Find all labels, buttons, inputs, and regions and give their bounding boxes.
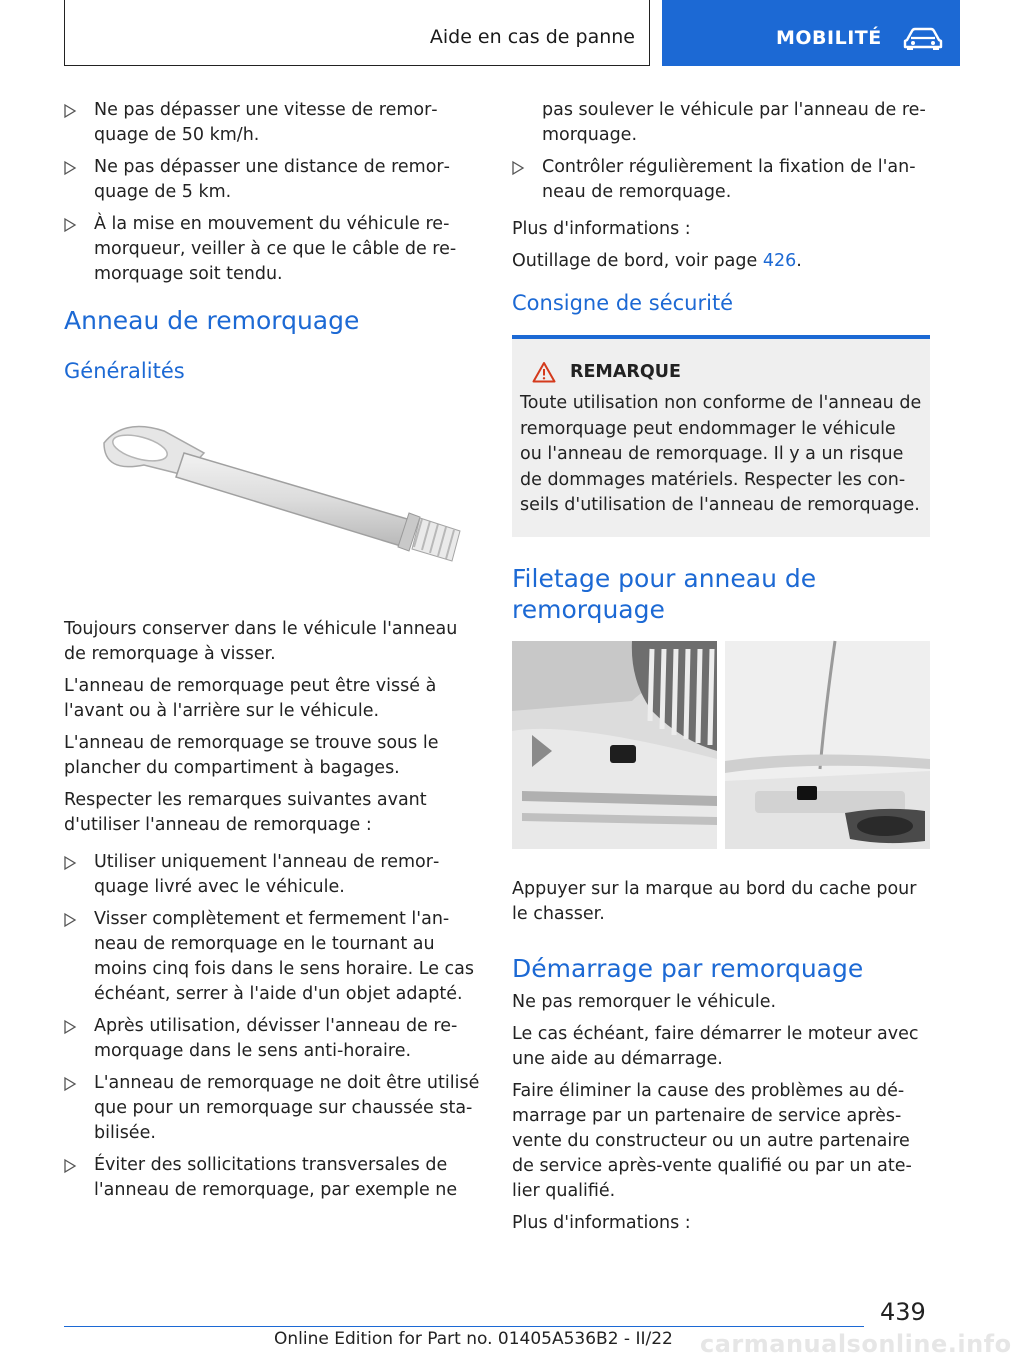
header-section-box [64, 0, 650, 66]
list-item: Utiliser uniquement l'anneau de remorquage livré avec le véhicule. [64, 850, 484, 900]
thread-paragraph: Appuyer sur la marque au bord du cache pour le chasser. [512, 878, 917, 924]
right-column [512, 98, 930, 1243]
bullet-arrow-icon [64, 856, 76, 870]
warning-triangle-icon [532, 361, 556, 383]
section-heading: Anneau de remorquage [64, 306, 360, 335]
paragraph: Faire éliminer la cause des problèmes au démarrage par un partenaire de service après-vente du constructeur ou un autre partenaire de service après-vente qualifié ou par un atelier qualifié. [512, 1080, 912, 1201]
left-column [64, 98, 484, 1210]
subsection-heading: Généralités [64, 359, 185, 383]
tow-eye-illustration [64, 413, 484, 583]
bullet-arrow-icon [64, 104, 76, 118]
bullet-list-continued [512, 98, 930, 205]
car-front-images [512, 641, 930, 849]
list-item: Ne pas dépasser une vitesse de remorquage de 50 km/h. [64, 98, 484, 148]
cross-reference: Outillage de bord, voir page 426. [512, 251, 802, 271]
list-item: L'anneau de remorquage ne doit être utilisé que pour un remorquage sur chaussée stabilisée. [64, 1071, 484, 1146]
list-item: Après utilisation, dévisser l'anneau de remorquage dans le sens anti-horaire. [64, 1014, 484, 1064]
footer-rule [64, 1326, 864, 1327]
paragraph: L'anneau de remorquage se trouve sous le plancher du compartiment à bagages. [64, 733, 439, 778]
car-icon [902, 27, 944, 51]
bullet-arrow-icon [64, 913, 76, 927]
list-item: Ne pas dépasser une distance de remorquage de 5 km. [64, 155, 484, 205]
thread-heading: Filetage pour anneau de remorquage [512, 563, 817, 624]
header-section-title: Aide en cas de panne [429, 26, 635, 48]
paragraph: Toujours conserver dans le véhicule l'anneau de remorquage à visser. [64, 619, 458, 664]
header-chapter-title: MOBILITÉ [776, 27, 882, 49]
more-info-label: Plus d'informations : [512, 219, 691, 239]
paragraph: L'anneau de remorquage peut être vissé à l'avant ou à l'arrière sur le véhicule. [64, 676, 437, 721]
bullet-arrow-icon [64, 1159, 76, 1173]
footer-edition: Online Edition for Part no. 01405A536B2 - II/22 [274, 1329, 673, 1349]
list-item: Éviter des sollicitations transversales de l'anneau de remorquage, par exemple ne [64, 1153, 484, 1203]
safety-heading: Consigne de sécurité [512, 291, 734, 315]
list-item: pas soulever le véhicule par l'anneau de remorquage. [542, 100, 926, 145]
header-chapter-box [662, 0, 960, 66]
page-link[interactable]: 426 [762, 251, 797, 271]
paragraph: Le cas échéant, faire démarrer le moteur avec une aide au démarrage. [512, 1023, 919, 1069]
bullet-list-remarks [64, 850, 484, 1203]
bullet-list-top [64, 98, 484, 287]
notice-title: REMARQUE [570, 362, 681, 382]
list-item: Contrôler régulièrement la fixation de l'anneau de remorquage. [512, 155, 930, 205]
list-item: À la mise en mouvement du véhicule remorqueur, veiller à ce que le câble de remorquage soit tendu. [64, 212, 484, 287]
paragraph: Ne pas remorquer le véhicule. [512, 991, 777, 1012]
list-item: Visser complètement et fermement l'anneau de remorquage en le tournant au moins cinq fois dans le sens horaire. Le cas échéant, serrer à l'aide d'un objet adapté. [64, 907, 484, 1007]
bullet-arrow-icon [512, 161, 524, 175]
front-bumper-photo [512, 641, 717, 849]
bullet-arrow-icon [64, 161, 76, 175]
bullet-arrow-icon [64, 1077, 76, 1091]
start-heading: Démarrage par remorquage [512, 953, 864, 983]
bullet-arrow-icon [64, 218, 76, 232]
rear-bumper-photo [725, 641, 930, 849]
notice-text: Toute utilisation non conforme de l'anneau de remorquage peut endommager le véhicule ou l'anneau de remorquage. Il y a un risque de dommages matériels. Respecter les conseils d'utilisation de l'anneau de remorquage. [520, 393, 922, 515]
tow-eye-image [64, 413, 484, 583]
paragraph: Respecter les remarques suivantes avant d'utiliser l'anneau de remorquage : [64, 790, 427, 835]
bullet-arrow-icon [64, 1020, 76, 1034]
page-number: 439 [880, 1298, 926, 1326]
watermark: carmanualsonline.info [700, 1330, 1012, 1358]
notice-box [512, 335, 930, 537]
paragraph: Plus d'informations : [512, 1212, 691, 1233]
